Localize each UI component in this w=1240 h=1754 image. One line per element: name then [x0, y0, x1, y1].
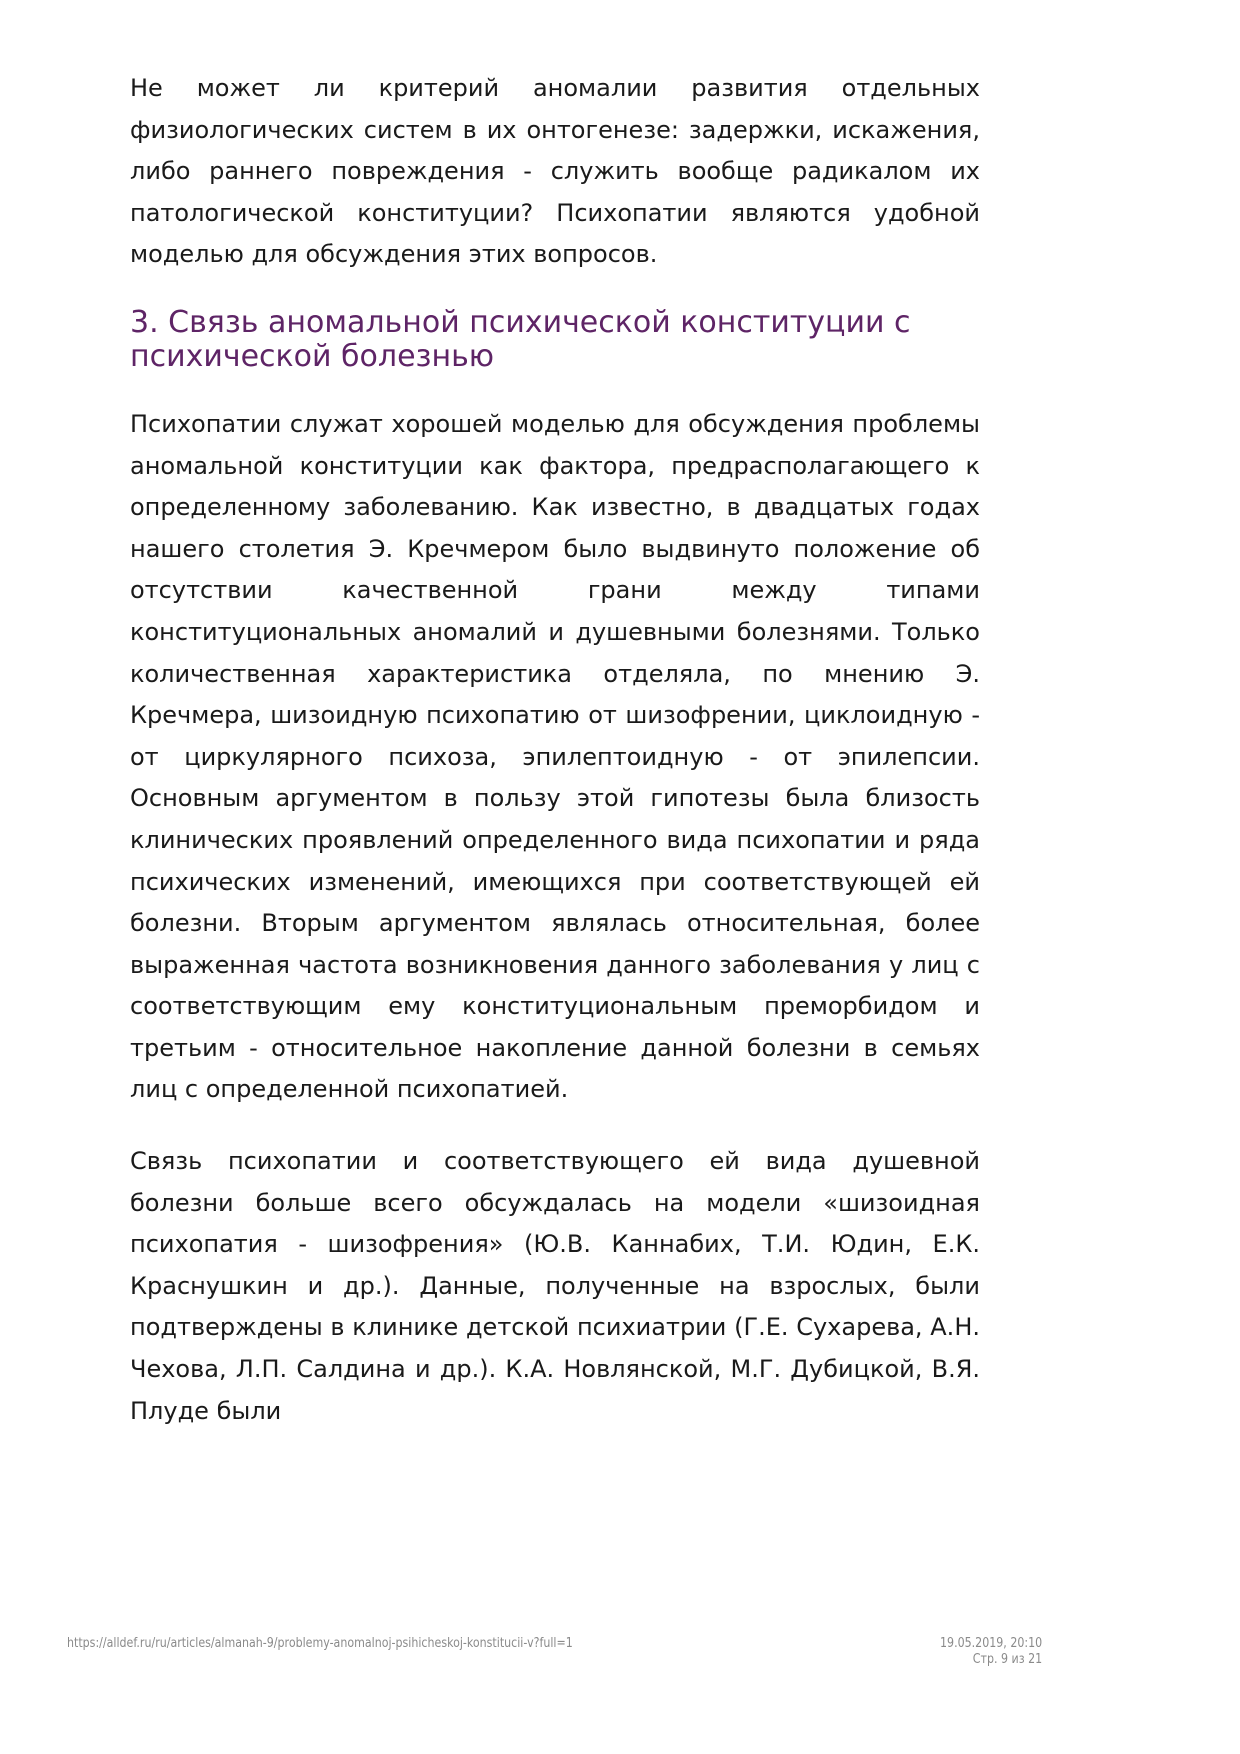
- paragraph-kretschmer: Психопатии служат хорошей моделью для обсуждения проблемы аномальной конституции как фактора, предрасполагающего к определенному заболеванию. Как известно, в двадцатых годах нашего столетия Э. Кречмером было выдвинуто положение об отсутствии качественной грани между типами конституциональных аномалий и душевными болезнями. Только количественная характеристика отделяла, по мнению Э. Кречмера, шизоидную психопатию от шизофрении, циклоидную - от циркулярного психоза, эпилептоидную - от эпилепсии. Основным аргументом в пользу этой гипотезы была близость клинических проявлений определенного вида психопатии и ряда психических изменений, имеющихся при соответствующей ей болезни. Вторым аргументом являлась относительная, более выраженная частота возникновения данного заболевания у лиц с соответствующим ему конституциональным преморбидом и третьим - относительное накопление данной болезни в семьях лиц с определенной психопатией.: [130, 409, 980, 1104]
- footer-url: https://alldef.ru/ru/articles/almanah-9/problemy-anomalnoj-psihicheskoj-konstitucii-v?full=1: [67, 1636, 573, 1651]
- paragraph-intro-question: Не может ли критерий аномалии развития отдельных физиологических систем в их онтогенезе: задержки, искажения, либо раннего повреждения - служить вообще радикалом их патологической конституции? Психопатии являются удобной моделью для обсуждения этих вопросов.: [130, 74, 980, 269]
- footer-datetime: 19.05.2019, 20:10: [939, 1636, 1042, 1651]
- paragraph-schizoid-model: Связь психопатии и соответствующего ей вида душевной болезни больше всего обсуждалась на модели «шизоидная психопатия - шизофрения» (Ю.В. Каннабих, Т.И. Юдин, Е.К. Краснушкин и др.). Данные, полученные на взрослых, были подтверждены в клинике детской психиатрии (Г.Е. Сухарева, А.Н. Чехова, Л.П. Салдина и др.). К.А. Новлянской, М.Г. Дубицкой, В.Я. Плуде были: [130, 1147, 980, 1425]
- footer-page-indicator: Стр. 9 из 21: [972, 1652, 1042, 1667]
- document-page: [130, 68, 980, 1462]
- section-heading: 3. Связь аномальной психической конституции с психической болезнью: [130, 304, 911, 374]
- footer-meta: [940, 1636, 1042, 1668]
